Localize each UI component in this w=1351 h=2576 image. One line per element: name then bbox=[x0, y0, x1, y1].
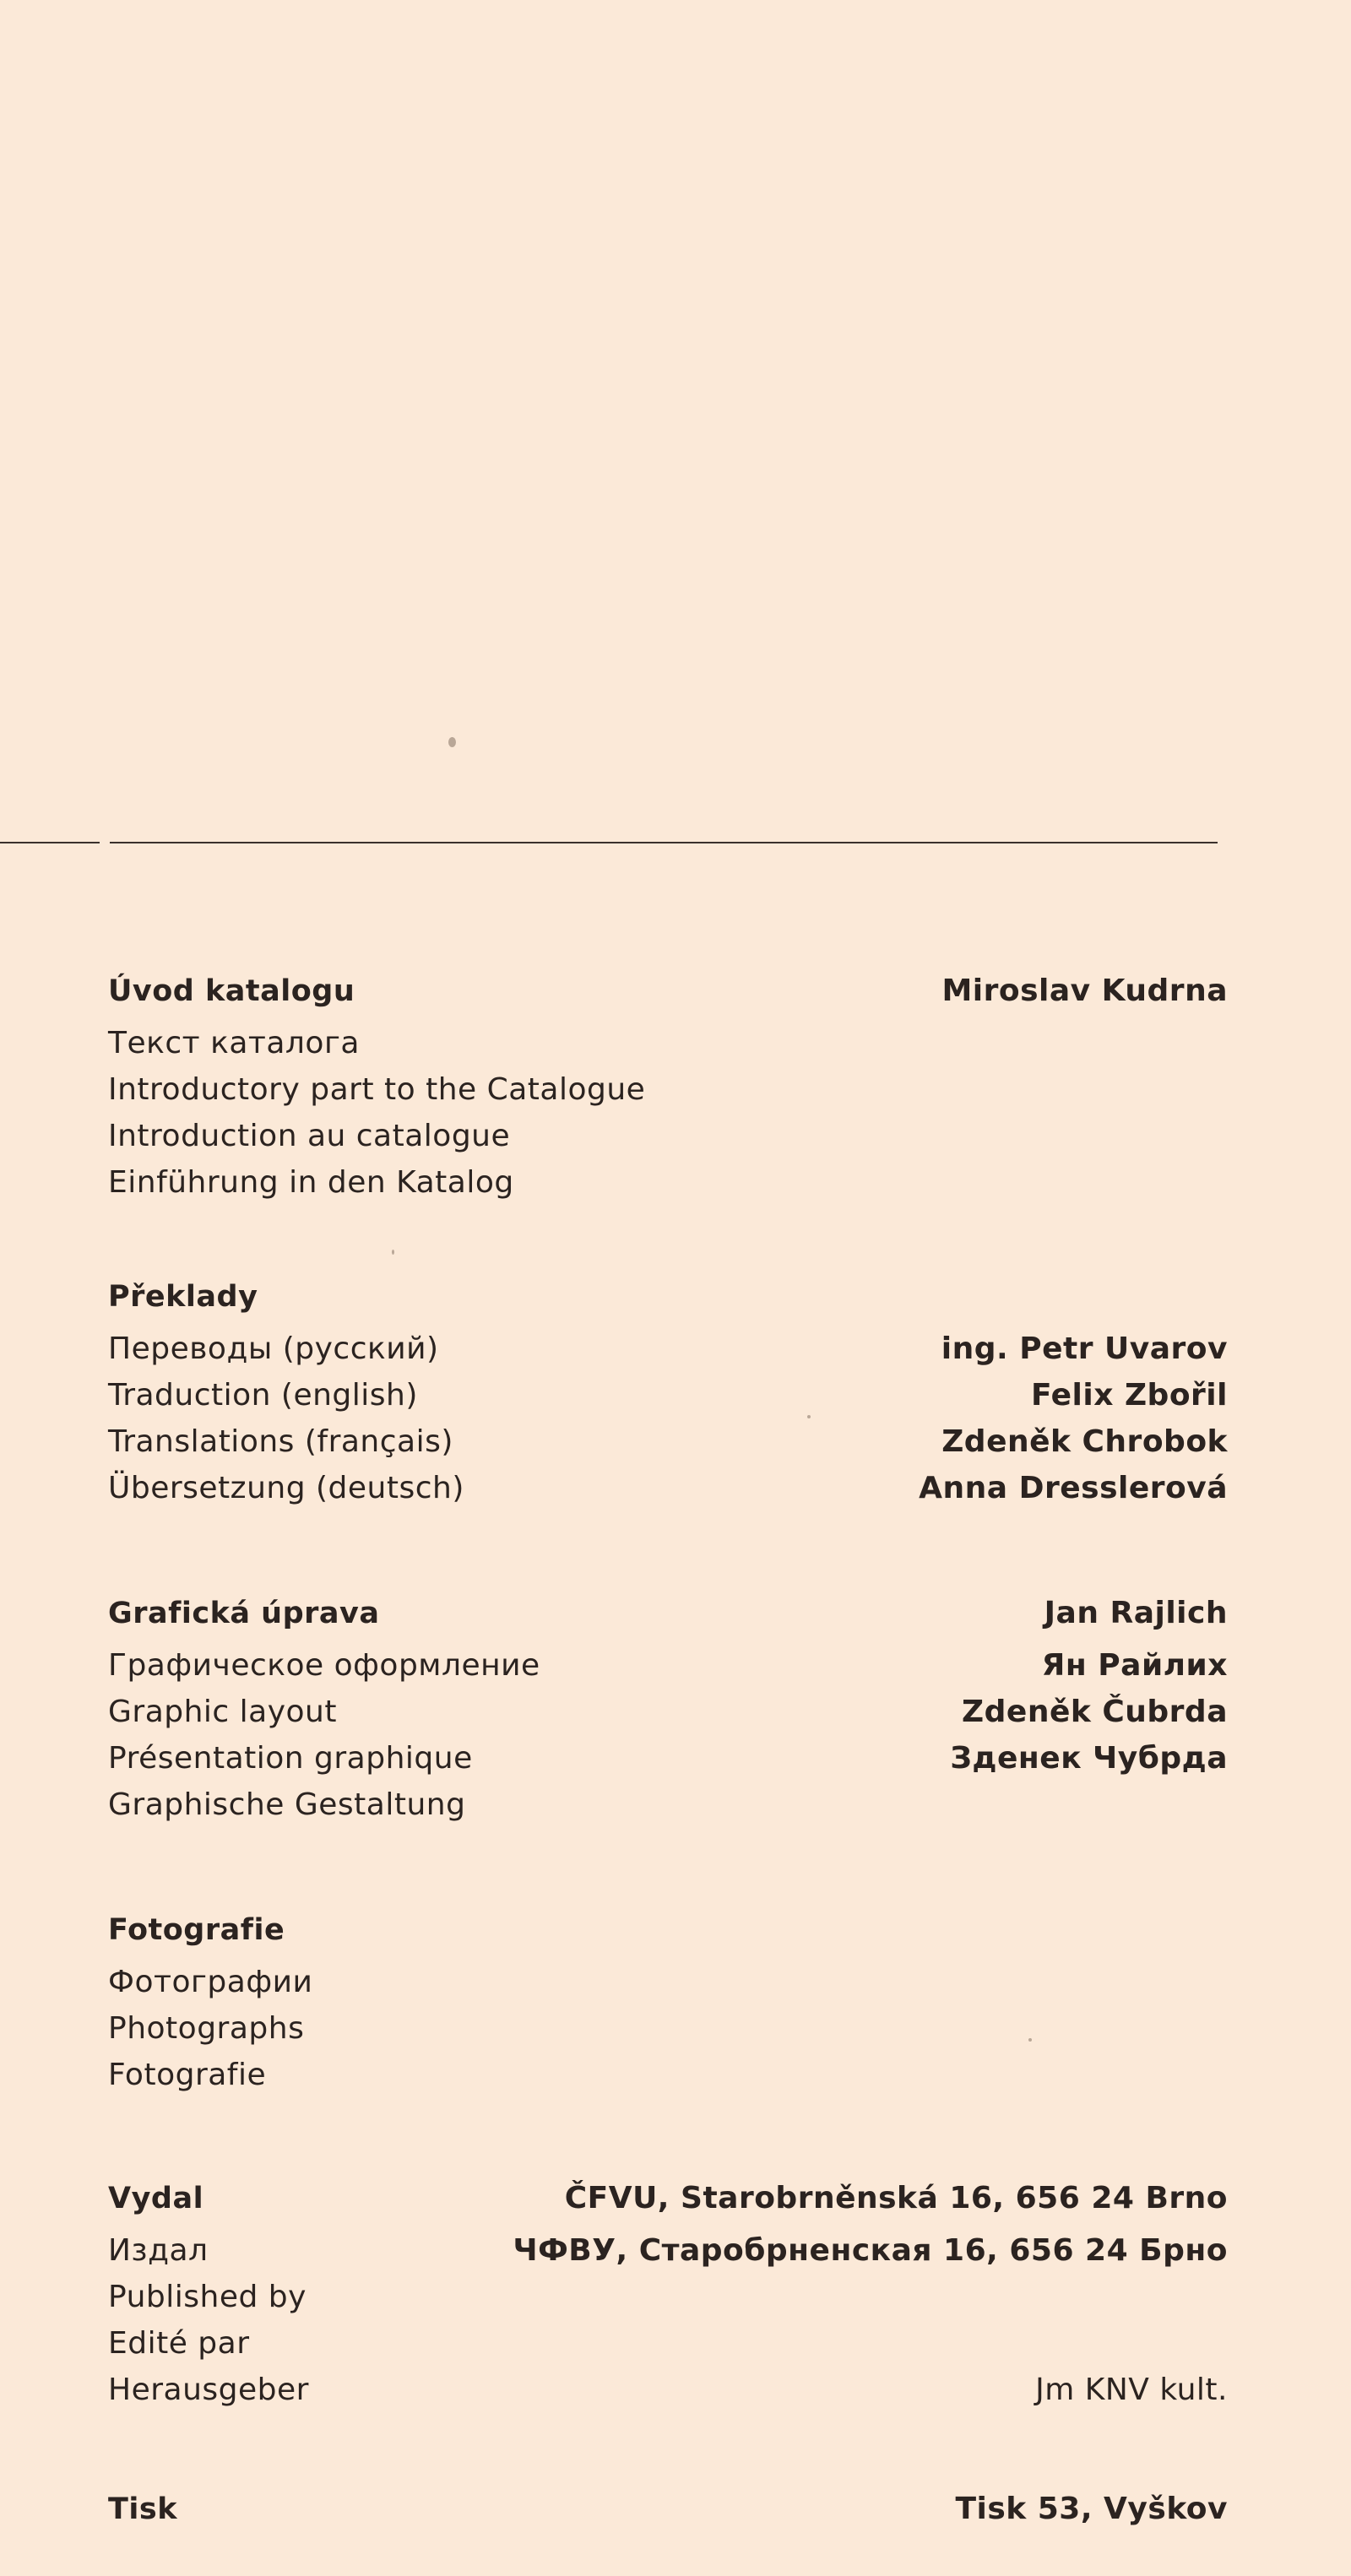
credit-line bbox=[108, 1782, 1228, 1828]
credits-section-graphic-layout bbox=[108, 1585, 1228, 1828]
credit-line bbox=[108, 1642, 1228, 1689]
section-heading-row bbox=[108, 1901, 1228, 1959]
credit-label: Издал bbox=[108, 2233, 209, 2268]
credit-name: Anna Dresslerová bbox=[919, 1471, 1228, 1505]
credit-line bbox=[108, 2227, 1228, 2274]
credit-label: Fotografie bbox=[108, 2058, 267, 2092]
credit-label: Übersetzung (deutsch) bbox=[108, 1471, 464, 1505]
credit-label: Графическое оформление bbox=[108, 1648, 540, 1683]
section-heading: Fotografie bbox=[108, 1913, 285, 1947]
credit-name: Jan Rajlich bbox=[1044, 1596, 1228, 1630]
section-heading-row bbox=[108, 1268, 1228, 1326]
section-heading: Grafická úprava bbox=[108, 1597, 380, 1630]
credit-label: Herausgeber bbox=[108, 2373, 309, 2407]
credit-label: Photographs bbox=[108, 2011, 305, 2046]
section-heading-row bbox=[108, 1585, 1228, 1642]
credit-label: Translations (français) bbox=[108, 1424, 453, 1459]
credit-line bbox=[108, 1418, 1228, 1465]
section-heading-row bbox=[108, 2170, 1228, 2227]
credit-label: Graphische Gestaltung bbox=[108, 1787, 466, 1822]
credit-line bbox=[108, 2320, 1228, 2367]
section-heading: Tisk bbox=[108, 2492, 177, 2526]
credit-label: Фотографии bbox=[108, 1965, 313, 1999]
credit-line bbox=[108, 1326, 1228, 1372]
credit-name: Zdeněk Chrobok bbox=[941, 1424, 1228, 1459]
credit-label: Graphic layout bbox=[108, 1695, 337, 1729]
credit-label: Edité par bbox=[108, 2326, 250, 2361]
credit-label: Présentation graphique bbox=[108, 1741, 473, 1776]
credit-line bbox=[108, 1689, 1228, 1735]
credit-label: Переводы (русский) bbox=[108, 1331, 439, 1366]
credit-name: Tisk 53, Vyškov bbox=[955, 2492, 1228, 2526]
credit-name: Зденек Чубрда bbox=[950, 1741, 1228, 1776]
credits-section-translations bbox=[108, 1268, 1228, 1511]
credit-line bbox=[108, 2052, 1228, 2098]
credit-label: Introductory part to the Catalogue bbox=[108, 1072, 646, 1107]
credits-section-photographs bbox=[108, 1901, 1228, 2098]
credit-line bbox=[108, 2367, 1228, 2413]
section-heading-row bbox=[108, 2481, 1228, 2538]
credit-line bbox=[108, 1020, 1228, 1066]
credit-line bbox=[108, 2005, 1228, 2052]
divider-rule bbox=[110, 842, 1218, 843]
credit-label: Introduction au catalogue bbox=[108, 1119, 511, 1153]
credit-line bbox=[108, 1372, 1228, 1418]
section-heading-row bbox=[108, 963, 1228, 1020]
credit-line bbox=[108, 1735, 1228, 1782]
credit-line bbox=[108, 1959, 1228, 2005]
credit-name: ČFVU, Starobrněnská 16, 656 24 Brno bbox=[564, 2181, 1228, 2215]
paper-speck bbox=[448, 737, 456, 747]
credit-label: Traduction (english) bbox=[108, 1378, 418, 1413]
credits-section-printing bbox=[108, 2481, 1228, 2538]
divider-rule-left bbox=[0, 842, 100, 843]
credit-label: Текст каталога bbox=[108, 1026, 360, 1060]
credit-name: ЧФВУ, Старобрненская 16, 656 24 Брно bbox=[513, 2233, 1228, 2268]
paper-speck bbox=[392, 1250, 394, 1255]
credits-section-introduction bbox=[108, 963, 1228, 1206]
credit-line bbox=[108, 1159, 1228, 1206]
credit-line bbox=[108, 1113, 1228, 1159]
credit-line bbox=[108, 2274, 1228, 2320]
credit-label: Published by bbox=[108, 2280, 307, 2314]
credit-label: Einführung in den Katalog bbox=[108, 1165, 514, 1200]
credit-name: ing. Petr Uvarov bbox=[941, 1331, 1228, 1366]
credit-name: Miroslav Kudrna bbox=[941, 973, 1228, 1008]
credit-name: Felix Zbořil bbox=[1030, 1378, 1228, 1413]
section-heading: Úvod katalogu bbox=[108, 974, 355, 1008]
credit-line bbox=[108, 1066, 1228, 1113]
credit-line bbox=[108, 1465, 1228, 1511]
section-heading: Vydal bbox=[108, 2182, 204, 2215]
credit-name: Ян Райлих bbox=[1041, 1648, 1228, 1683]
credits-section-publisher bbox=[108, 2170, 1228, 2413]
credit-name: Zdeněk Čubrda bbox=[962, 1695, 1228, 1729]
credit-name: Jm KNV kult. bbox=[1035, 2373, 1228, 2407]
section-heading: Překlady bbox=[108, 1280, 258, 1314]
